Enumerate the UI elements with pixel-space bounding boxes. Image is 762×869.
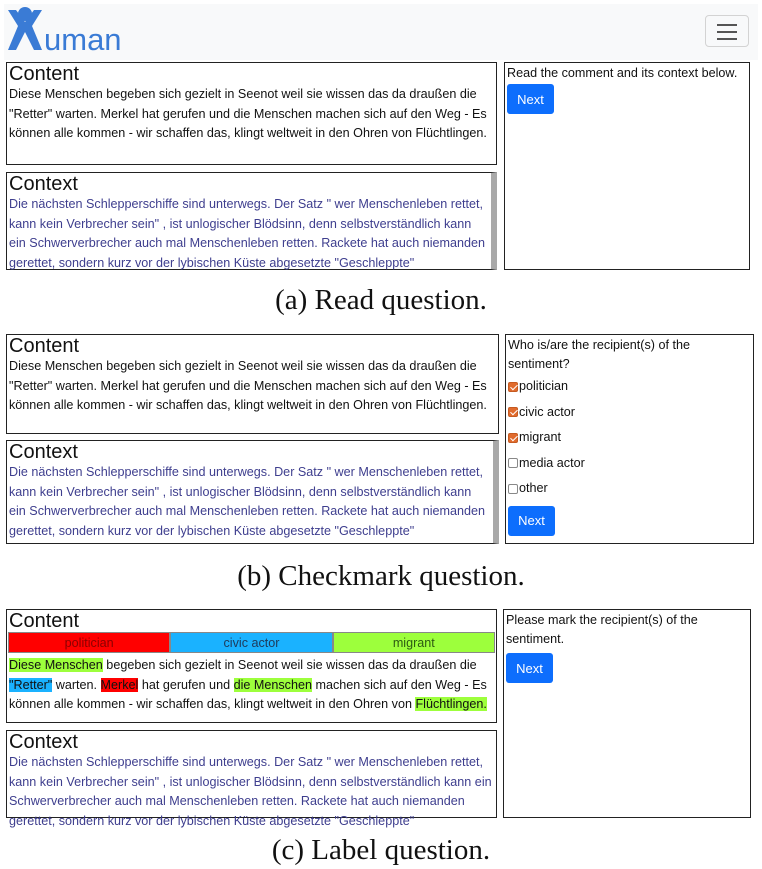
highlight-politician[interactable]: Merkel — [100, 677, 139, 692]
next-button[interactable]: Next — [506, 653, 553, 683]
caption-c: (c) Label question. — [271, 834, 491, 866]
context-title: Context — [9, 441, 78, 463]
label-civic-actor[interactable]: civic actor — [170, 632, 332, 653]
content-text[interactable] — [7, 656, 496, 715]
svg-text:uman: uman — [44, 22, 122, 57]
question-text: Please mark the recipient(s) of the sentiment. — [506, 613, 698, 646]
menu-toggle-button[interactable] — [705, 15, 749, 47]
question-text: Who is/are the recipient(s) of the sentiment? — [508, 338, 690, 371]
option-label: migrant — [519, 430, 561, 445]
content-box-a — [6, 62, 497, 165]
content-title: Content — [9, 63, 80, 85]
content-text: Diese Menschen begeben sich gezielt in Seenot weil sie wissen das da draußen die "Retter" warten. Merkel hat gerufen und die Menschen machen sich auf den Weg - Es können alle kommen - wir schaffen das, klingt weltweit in den Ohren von Flüchtlingen. — [9, 359, 487, 412]
content-title: Content — [9, 335, 80, 357]
next-button[interactable]: Next — [508, 506, 555, 536]
question-panel-b — [505, 334, 754, 544]
context-text: Die nächsten Schlepperschiffe sind unterwegs. Der Satz " wer Menschenleben rettet, kann kein Verbrecher sein" , ist unlogischer Blödsinn, denn selbstverständlich kann ein Schwerverbrecher auch mal Menschenleben retten. Rackete hat auch niemanden gerettet, sondern kurz vor der lybischen Küste abgesetzte "Geschleppte" — [9, 197, 486, 270]
context-title: Context — [9, 173, 78, 195]
question-panel-c — [503, 609, 751, 818]
label-migrant[interactable]: migrant — [333, 632, 495, 653]
option-label: civic actor — [519, 404, 575, 419]
highlight-civic-actor[interactable]: "Retter" — [9, 677, 53, 692]
option-media-actor[interactable] — [508, 451, 751, 477]
option-label: politician — [519, 379, 569, 394]
highlight-migrant[interactable]: die Menschen — [233, 677, 312, 692]
highlight-migrant[interactable]: Diese Menschen — [9, 658, 103, 672]
question-panel-a — [504, 62, 750, 270]
option-politician[interactable] — [508, 374, 751, 400]
logo-icon — [4, 4, 128, 56]
text-segment: begeben sich gezielt in Seenot weil sie wissen das da draußen die — [102, 658, 477, 672]
content-box-c — [6, 609, 497, 723]
text-segment: warten. — [52, 677, 101, 692]
logo[interactable] — [4, 4, 128, 56]
content-box-b — [6, 334, 499, 434]
context-title: Context — [9, 731, 78, 753]
context-text: Die nächsten Schlepperschiffe sind unterwegs. Der Satz " wer Menschenleben rettet, kann kein Verbrecher sein" , ist unlogischer Blödsinn, denn selbstverständlich kann ein Schwerverbrecher auch mal Menschenleben retten. Rackete hat auch niemanden gerettet, sondern kurz vor der lybischen Küste abgesetzte "Geschleppte" — [9, 465, 486, 538]
checkbox-media-actor[interactable] — [508, 458, 518, 468]
text-segment: hat gerufen und — [138, 677, 234, 692]
option-other[interactable] — [508, 476, 751, 502]
option-label: other — [519, 481, 548, 496]
context-box-c[interactable] — [6, 730, 497, 828]
highlight-migrant[interactable]: Flüchtlingen. — [415, 697, 487, 711]
checkbox-politician[interactable] — [508, 382, 518, 392]
content-title: Content — [9, 610, 80, 632]
checkbox-other[interactable] — [508, 484, 518, 494]
text-segment: machen sich auf den Weg - Es können alle kommen - wir schaffen das, klingt weltweit in den Ohren von — [9, 677, 487, 711]
checkbox-civic-actor[interactable] — [508, 407, 518, 417]
checkbox-migrant[interactable] — [508, 433, 518, 443]
label-bar — [8, 632, 495, 653]
content-text: Diese Menschen begeben sich gezielt in Seenot weil sie wissen das da draußen die "Retter" warten. Merkel hat gerufen und die Menschen machen sich auf den Weg - Es können alle kommen - wir schaffen das, klingt weltweit in den Ohren von Flüchtlingen. — [9, 87, 487, 140]
caption-a: (a) Read question. — [275, 284, 487, 316]
question-text: Read the comment and its context below. — [507, 66, 738, 80]
option-migrant[interactable] — [508, 425, 751, 451]
menu-icon — [717, 24, 737, 26]
next-button[interactable]: Next — [507, 84, 554, 114]
option-civic-actor[interactable] — [508, 400, 751, 426]
caption-b: (b) Checkmark question. — [237, 560, 525, 592]
label-politician[interactable]: politician — [8, 632, 170, 653]
context-box-a[interactable] — [6, 172, 497, 270]
context-box-b[interactable] — [6, 440, 499, 544]
context-text: Die nächsten Schlepperschiffe sind unterwegs. Der Satz " wer Menschenleben rettet, kann kein Verbrecher sein" , ist unlogischer Blödsinn, denn selbstverständlich kann ein Schwerverbrecher auch mal Menschenleben retten. Rackete hat auch niemanden gerettet, sondern kurz vor der lybischen Küste abgesetzte "Geschleppte" — [9, 755, 492, 828]
option-label: media actor — [519, 455, 585, 470]
